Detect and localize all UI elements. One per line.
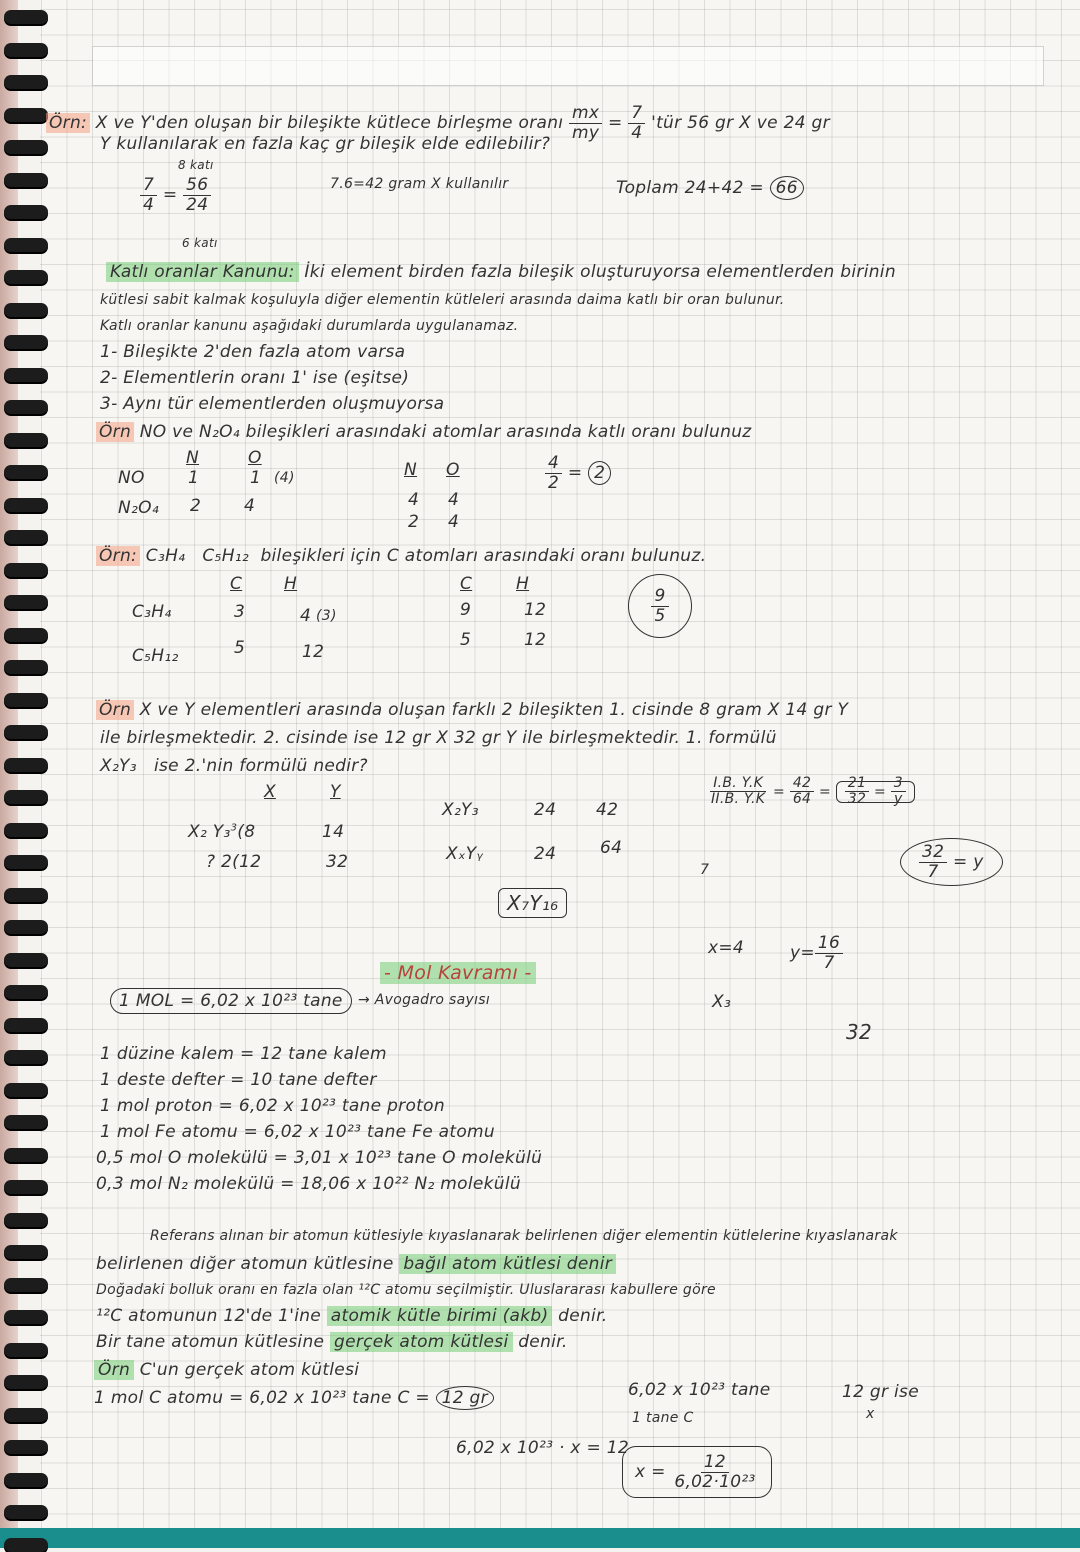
col-y: Y [330, 782, 341, 802]
mole-line: 1 mol Fe atomu = 6,02 x 10²³ tane Fe atomu [100, 1122, 495, 1142]
spiral-ring [4, 1278, 48, 1292]
spiral-ring [4, 335, 48, 349]
cell: 2 [408, 512, 420, 532]
cell-note: (3) [316, 608, 337, 624]
circled-12gr: 12 gr [436, 1386, 494, 1410]
cell: 2 [190, 496, 202, 516]
spiral-ring [4, 10, 48, 24]
example-label: Örn [94, 1360, 134, 1380]
spiral-ring [4, 75, 48, 89]
col-h: H [284, 574, 298, 594]
col-n: N [186, 448, 200, 468]
example2-question: Örn NO ve N₂O₄ bileşikleri arasındaki atomlar arasında katlı oranı bulunuz [96, 422, 752, 442]
example3-result-circle: $\frac{9}{5}$ [628, 574, 692, 638]
spiral-ring [4, 1050, 48, 1064]
question-text-tail: 'tür 56 gr X ve 24 gr [651, 113, 830, 134]
relative-mass-para3: Doğadaki bolluk oranı en fazla olan ¹²C atomu seçilmiştir. Uluslararası kabullere göre [96, 1282, 716, 1298]
col-o: O [248, 448, 262, 468]
spiral-ring [4, 238, 48, 252]
spiral-ring [4, 1148, 48, 1162]
example4-answer-box: X₇Y₁₆ [498, 888, 567, 918]
cell: 5 [460, 630, 472, 650]
cell: 4 [408, 490, 420, 510]
spiral-ring [4, 433, 48, 447]
example3-question: Örn: C₃H₄ C₅H₁₂ bileşikleri için C atomları arasındaki oranı bulunuz. [96, 546, 706, 566]
mole-line: 1 deste defter = 10 tane defter [100, 1070, 377, 1090]
spiral-ring [4, 725, 48, 739]
spiral-ring [4, 1245, 48, 1259]
row-c5h12: C₅H₁₂ [132, 646, 179, 666]
question-text: X ve Y'den oluşan bir bileşikte kütlece birleşme oranı [95, 113, 564, 134]
work-fraction-left: $\frac{7}{4}$ = $\frac{56}{24}$ [140, 176, 211, 214]
example1-line2: Y kullanılarak en fazla kaç gr bileşik elde edilebilir? [100, 134, 551, 154]
law-line1: Katlı oranlar Kanunu: İki element birden fazla bileşik oluşturuyorsa elementlerden birinin [106, 262, 896, 282]
col-c: C [230, 574, 243, 594]
pair1-formula: X₂Y₃ [442, 800, 479, 820]
row-c3h4: C₃H₄ [132, 602, 172, 622]
example1-line1: Örn: X ve Y'den oluşan bir bileşikte kütlece birleşme oranı $\frac{mx}{my}$ = $\frac{7}{4}$ 'tür 56 gr X ve 24 gr [46, 104, 830, 142]
law-item-1: 1- Bileşikte 2'den fazla atom varsa [100, 342, 406, 362]
spiral-ring [4, 465, 48, 479]
cell: 12 [524, 600, 547, 620]
relative-mass-example: Örn C'un gerçek atom kütlesi [94, 1360, 359, 1380]
spiral-ring [4, 1505, 48, 1519]
law-title: Katlı oranlar Kanunu: [106, 262, 299, 282]
spiral-ring [4, 595, 48, 609]
cell: 4 [244, 496, 256, 516]
example-label: Örn [96, 422, 134, 442]
spiral-ring [4, 628, 48, 642]
ratio-box: $\frac{21}{32}$ = $\frac{3}{y}$ [836, 781, 915, 803]
mole-title: - Mol Kavramı - [380, 962, 536, 984]
spiral-ring [4, 270, 48, 284]
spiral-ring [4, 530, 48, 544]
spiral-ring [4, 855, 48, 869]
spiral-ring [4, 1180, 48, 1194]
spiral-binding [0, 0, 60, 1548]
spiral-ring [4, 140, 48, 154]
spiral-ring [4, 920, 48, 934]
spiral-ring [4, 1213, 48, 1227]
result-circle: 2 [588, 461, 611, 485]
proportion-line: 6,02 x 10²³ tane [628, 1380, 771, 1400]
avogadro-note: → Avogadro sayısı [358, 992, 491, 1008]
side-note: X₃ [712, 992, 732, 1012]
cell: 4 [300, 606, 312, 626]
spiral-ring [4, 498, 48, 512]
mole-line: 0,3 mol N₂ molekülü = 18,06 x 10²² N₂ molekülü [96, 1174, 521, 1194]
relative-mass-para4: ¹²C atomunun 12'de 1'ine atomik kütle birimi (akb) denir. [96, 1306, 608, 1326]
col-h: H [516, 574, 530, 594]
cell: 9 [460, 600, 472, 620]
cell: 32 [326, 852, 349, 872]
relative-mass-line6: 1 mol C atomu = 6,02 x 10²³ tane C = 12 gr [94, 1386, 494, 1410]
spiral-ring [4, 888, 48, 902]
total-line: Toplam 24+42 = 66 [616, 176, 804, 200]
example-label: Örn: [96, 546, 140, 566]
proportion-line: x [866, 1406, 875, 1422]
relative-mass-para2: belirlenen diğer atomun kütlesine bağıl atom kütlesi denir [96, 1254, 616, 1274]
example2-result: $\frac{4}{2}$ = 2 [545, 454, 611, 492]
example4-line3: X₂Y₃ ise 2.'nin formülü nedir? [100, 756, 368, 776]
spiral-ring [4, 1473, 48, 1487]
proportion-line: 1 tane C [632, 1410, 694, 1426]
highlight-term: bağıl atom kütlesi denir [399, 1254, 616, 1274]
law-line3: Katlı oranlar kanunu aşağıdaki durumlarda uygulanamaz. [100, 318, 519, 334]
pair2-formula: XₓYᵧ [446, 844, 484, 864]
col-c: C [460, 574, 473, 594]
spiral-ring [4, 1538, 48, 1552]
spiral-ring [4, 1343, 48, 1357]
spiral-ring [4, 1375, 48, 1389]
spiral-ring [4, 823, 48, 837]
law-item-2: 2- Elementlerin oranı 1' ise (eşitse) [100, 368, 410, 388]
spiral-ring [4, 1408, 48, 1422]
cell-note: (4) [274, 470, 295, 486]
spiral-ring [4, 205, 48, 219]
side-note: 32 [846, 1020, 873, 1044]
spiral-ring [4, 368, 48, 382]
final-answer-box: x = $\frac{12}{\text{6,02·10²³}}$ [622, 1446, 772, 1498]
example4-line2: ile birleşmektedir. 2. cisinde ise 12 gr X 32 gr Y ile birleşmektedir. 1. formülü [100, 728, 777, 748]
mass-ratio: $\frac{mx}{my}$ [569, 104, 602, 142]
mole-definition-box: 1 MOL = 6,02 x 10²³ tane [110, 988, 352, 1014]
total-value-circle: 66 [770, 176, 804, 200]
proportion-line: 12 gr ise [842, 1382, 919, 1402]
spiral-ring [4, 563, 48, 577]
work-note-top: 8 katı [178, 158, 214, 172]
spiral-ring [4, 1083, 48, 1097]
mole-line: 1 düzine kalem = 12 tane kalem [100, 1044, 387, 1064]
spiral-ring [4, 1018, 48, 1032]
spiral-ring [4, 985, 48, 999]
col-n: N [404, 460, 418, 480]
spiral-ring [4, 1310, 48, 1324]
cell: 12 [302, 642, 325, 662]
example4-line1: Örn X ve Y elementleri arasında oluşan farklı 2 bileşikten 1. cisinde 8 gram X 14 gr Y [96, 700, 848, 720]
cell: 24 [534, 800, 557, 820]
col-o: O [446, 460, 460, 480]
highlight-term: gerçek atom kütlesi [330, 1332, 513, 1352]
example4-ratio: $\frac{I.B. Y.K}{II.B. Y.K}$ = $\frac{42}{64}$ = $\frac{21}{32}$ = $\frac{3}{y}$ [708, 776, 915, 808]
spiral-ring [4, 693, 48, 707]
relative-mass-para1: Referans alınan bir atomun kütlesiyle kıyaslanarak belirlenen diğer elementin kütlelerine kıyaslanarak [150, 1228, 898, 1244]
cell: 1 [188, 468, 200, 488]
col-x: X [264, 782, 276, 802]
cell: 3 [234, 602, 246, 622]
cell: 4 [448, 512, 460, 532]
spiral-ring [4, 303, 48, 317]
relative-mass-para5: Bir tane atomun kütlesine gerçek atom kütlesi denir. [96, 1332, 568, 1352]
example4-row1: X₂ Y₃$^3$(8 [188, 822, 256, 842]
spiral-ring [4, 1440, 48, 1454]
work-mid: 7.6=42 gram X kullanılır [330, 176, 509, 192]
cell: 64 [600, 838, 623, 858]
spiral-ring [4, 43, 48, 57]
cell: 42 [596, 800, 619, 820]
row-no: NO [118, 468, 145, 488]
y-value: y= $\frac{16}{7}$ [790, 934, 843, 972]
spiral-ring [4, 953, 48, 967]
example-label: Örn: [46, 113, 90, 133]
cell: 14 [322, 822, 345, 842]
cell: 1 [250, 468, 262, 488]
cell: 12 [524, 630, 547, 650]
spiral-ring [4, 660, 48, 674]
highlight-term: atomik kütle birimi (akb) [327, 1306, 553, 1326]
mole-line: 1 mol proton = 6,02 x 10²³ tane proton [100, 1096, 445, 1116]
spiral-ring [4, 790, 48, 804]
page-header-box [92, 46, 1044, 86]
mole-line: 0,5 mol O molekülü = 3,01 x 10²³ tane O molekülü [96, 1148, 543, 1168]
row-n2o4: N₂O₄ [118, 498, 159, 518]
x-value: x=4 [708, 938, 745, 958]
law-line2: kütlesi sabit kalmak koşuluyla diğer elementin kütleleri arasında daima katlı bir oran bulunur. [100, 292, 785, 308]
side-note: 7 [700, 862, 710, 878]
example4-row2: ? 2(12 [206, 852, 262, 872]
equation-line: 6,02 x 10²³ · x = 12 [456, 1438, 629, 1458]
spiral-ring [4, 1115, 48, 1129]
work-note-bottom: 6 katı [182, 236, 218, 250]
spiral-ring [4, 400, 48, 414]
example4-circled-y: $\frac{32}{7}$ = y [900, 838, 1003, 886]
spiral-ring [4, 758, 48, 772]
notebook-cover-bottom [0, 1528, 1080, 1548]
cell: 4 [448, 490, 460, 510]
spiral-ring [4, 173, 48, 187]
cell: 24 [534, 844, 557, 864]
cell: 5 [234, 638, 246, 658]
ratio-value: $\frac{7}{4}$ [628, 104, 645, 142]
example-label: Örn [96, 700, 134, 720]
spiral-ring [4, 108, 48, 122]
law-item-3: 3- Aynı tür elementlerden oluşmuyorsa [100, 394, 445, 414]
